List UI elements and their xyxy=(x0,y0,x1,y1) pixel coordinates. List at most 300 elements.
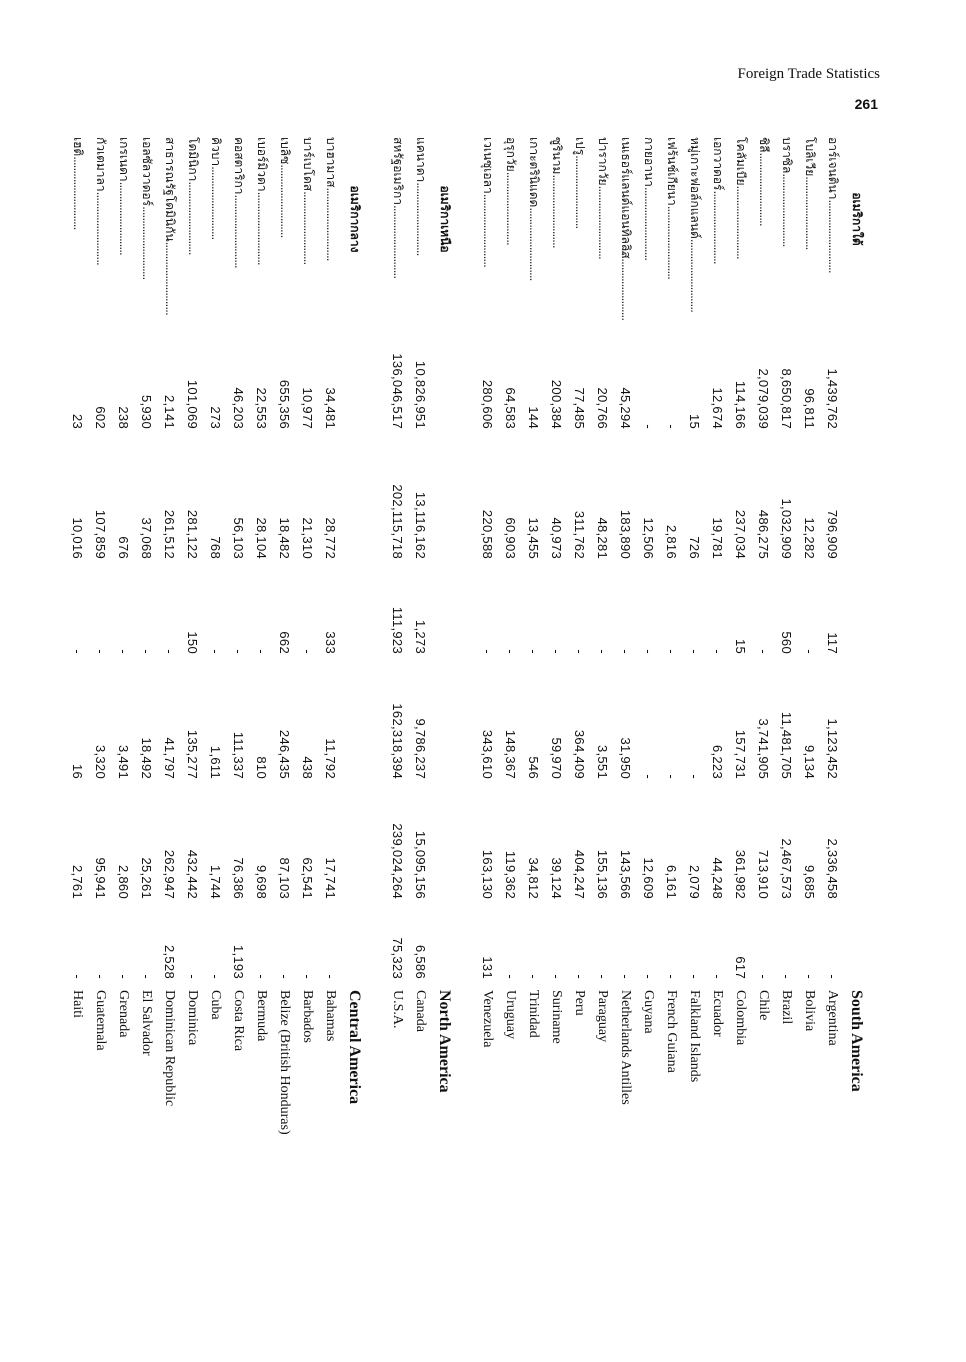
value-cell-col-1: 5,930 xyxy=(139,394,154,429)
value-cell-col-5: 119,362 xyxy=(503,850,518,899)
leader-dots: .......................... xyxy=(186,181,200,255)
table-row xyxy=(296,134,319,1314)
table-viewport xyxy=(70,134,870,1314)
value-cell-col-6: - xyxy=(710,974,725,979)
country-cell-thai xyxy=(112,134,135,304)
country-cell-thai xyxy=(499,134,522,304)
leader-dots: .......................... xyxy=(711,190,725,264)
leader-dots: .......................... xyxy=(232,194,246,268)
country-name-thai: เอกวาดอร์ xyxy=(711,137,725,191)
country-name-thai: เอลซัลวาดอร์ xyxy=(140,137,154,207)
leader-dots: .......................... xyxy=(71,156,85,230)
leader-dots: .......................... xyxy=(117,181,131,255)
value-cell-col-2: 40,973 xyxy=(549,517,564,559)
value-cell-col-5: 44,248 xyxy=(710,857,725,899)
value-cell-col-6: - xyxy=(825,974,840,979)
value-cell-col-3: - xyxy=(572,649,587,654)
value-cell-col-2: 676 xyxy=(116,536,131,559)
value-cell-col-6: - xyxy=(641,974,656,979)
value-cell-col-3: - xyxy=(300,649,315,654)
country-name-english: French Guiana xyxy=(664,990,679,1073)
value-cell-col-3: - xyxy=(802,649,817,654)
country-name-english: Costa Rica xyxy=(231,990,246,1052)
value-cell-col-6: - xyxy=(139,974,154,979)
region-name-thai: อเมริกาใต้ xyxy=(850,192,865,246)
value-cell-col-2: 220,588 xyxy=(480,509,495,559)
value-cell-col-6: 2,528 xyxy=(162,944,177,979)
country-cell-thai xyxy=(204,134,227,304)
country-cell-thai xyxy=(660,134,683,304)
leader-dots: .......................... xyxy=(255,191,269,265)
table-row xyxy=(66,134,89,1314)
country-cell-thai xyxy=(729,134,752,304)
value-cell-col-5: 239,024,264 xyxy=(390,823,405,899)
value-cell-col-1: 8,650,817 xyxy=(779,368,794,429)
country-name-english: Cuba xyxy=(208,990,223,1020)
leader-dots: .......................... xyxy=(481,193,495,267)
value-cell-col-3: - xyxy=(503,649,518,654)
country-name-thai: คิวบา xyxy=(209,137,223,167)
value-cell-col-5: 143,566 xyxy=(618,849,633,899)
value-cell-col-6: 131 xyxy=(480,956,495,979)
value-cell-col-4: - xyxy=(687,774,702,779)
value-cell-col-5: 2,761 xyxy=(70,864,85,899)
country-name-english: Paraguay xyxy=(595,990,610,1043)
country-name-thai: กายอานา xyxy=(642,137,656,187)
table-row xyxy=(112,134,135,1314)
country-name-english: Chile xyxy=(756,990,771,1021)
table-row xyxy=(798,134,821,1314)
value-cell-col-2: 28,104 xyxy=(254,517,269,559)
country-cell-thai xyxy=(568,134,591,304)
value-cell-col-2: 13,455 xyxy=(526,517,541,559)
value-cell-col-1: 1,439,762 xyxy=(825,368,840,429)
country-name-thai: บาฮามาส xyxy=(324,137,338,188)
region-heading-row xyxy=(342,134,368,1314)
value-cell-col-2: 56,103 xyxy=(231,517,246,559)
country-name-thai: เนเธอร์แลนด์แอนทิลลิส xyxy=(619,137,633,259)
value-cell-col-1: 22,553 xyxy=(254,387,269,429)
value-cell-col-3: - xyxy=(549,649,564,654)
country-cell-thai xyxy=(591,134,614,304)
country-cell-thai xyxy=(683,134,706,312)
value-cell-col-3: - xyxy=(93,649,108,654)
table-row xyxy=(499,134,522,1314)
region-spacer xyxy=(432,304,458,982)
table-row xyxy=(660,134,683,1314)
value-cell-col-2: 486,275 xyxy=(756,509,771,559)
country-cell-thai xyxy=(775,134,798,304)
value-cell-col-5: 15,095,156 xyxy=(413,830,428,899)
section-gap xyxy=(368,134,386,1314)
country-name-english: Argentina xyxy=(825,990,840,1046)
value-cell-col-4: 148,367 xyxy=(503,729,518,779)
rotated-table-container xyxy=(70,134,870,1314)
value-cell-col-6: - xyxy=(503,974,518,979)
trade-statistics-table xyxy=(66,134,870,1314)
country-name-thai: เฮติ xyxy=(71,137,85,157)
value-cell-col-4: - xyxy=(641,774,656,779)
country-name-english: Guatemala xyxy=(93,990,108,1051)
value-cell-col-6: - xyxy=(70,974,85,979)
value-cell-col-3: - xyxy=(162,649,177,654)
country-name-english: Bermuda xyxy=(254,990,269,1042)
value-cell-col-5: 432,442 xyxy=(185,849,200,899)
country-name-english: El Salvador xyxy=(139,990,154,1056)
page-number: 261 xyxy=(854,96,878,112)
value-cell-col-1: 136,046,517 xyxy=(390,353,405,429)
value-cell-col-6: - xyxy=(572,974,587,979)
country-name-thai: สหรัฐอเมริกา xyxy=(391,137,405,205)
country-cell-thai xyxy=(273,134,296,304)
leader-dots: .......................... xyxy=(391,204,405,279)
value-cell-col-1: 45,294 xyxy=(618,387,633,429)
value-cell-col-6: - xyxy=(595,974,610,979)
region-spacer xyxy=(844,304,870,982)
country-name-english: Grenada xyxy=(116,990,131,1038)
value-cell-col-5: 2,860 xyxy=(116,864,131,899)
country-cell-thai xyxy=(798,134,821,304)
value-cell-col-4: 810 xyxy=(254,756,269,779)
value-cell-col-4: 3,320 xyxy=(93,744,108,779)
country-name-thai: โบลิเวีย xyxy=(803,137,817,177)
table-row xyxy=(522,134,545,1314)
table-row xyxy=(614,134,637,1314)
country-name-thai: เปรู xyxy=(573,137,587,156)
value-cell-col-2: 10,016 xyxy=(70,517,85,559)
value-cell-col-6: - xyxy=(254,974,269,979)
value-cell-col-3: - xyxy=(254,649,269,654)
value-cell-col-1: 602 xyxy=(93,406,108,429)
country-name-english: Haiti xyxy=(70,990,85,1018)
value-cell-col-2: 12,282 xyxy=(802,517,817,559)
value-cell-col-2: 237,034 xyxy=(733,509,748,559)
value-cell-col-2: 183,890 xyxy=(618,509,633,559)
value-cell-col-2: 37,068 xyxy=(139,517,154,559)
leader-dots: .......................... xyxy=(596,185,610,259)
value-cell-col-1: 273 xyxy=(208,406,223,429)
country-cell-thai xyxy=(181,134,204,304)
value-cell-col-3: - xyxy=(70,649,85,654)
value-cell-col-5: 155,136 xyxy=(595,849,610,899)
country-name-english: Ecuador xyxy=(710,990,725,1037)
region-name-english: South America xyxy=(848,990,866,1092)
value-cell-col-4: 157,731 xyxy=(733,729,748,779)
value-cell-col-6: - xyxy=(323,974,338,979)
value-cell-col-1: 34,481 xyxy=(323,387,338,429)
region-name-english: Central America xyxy=(346,990,364,1105)
value-cell-col-6: - xyxy=(549,974,564,979)
value-cell-col-4: 343,610 xyxy=(480,729,495,779)
value-cell-col-5: 713,910 xyxy=(756,849,771,899)
table-row xyxy=(319,134,342,1314)
country-name-thai: อาร์เจนตินา xyxy=(826,137,840,200)
value-cell-col-6: - xyxy=(687,974,702,979)
value-cell-col-4: 41,797 xyxy=(162,737,177,779)
table-row xyxy=(250,134,273,1314)
value-cell-col-6: 617 xyxy=(733,956,748,979)
value-cell-col-1: 101,069 xyxy=(185,379,200,429)
value-cell-col-6: - xyxy=(526,974,541,979)
value-cell-col-2: 18,482 xyxy=(277,517,292,559)
region-heading-row xyxy=(844,134,870,1314)
region-heading-row xyxy=(432,134,458,1314)
country-cell-thai xyxy=(409,134,432,304)
value-cell-col-4: 18,492 xyxy=(139,737,154,779)
value-cell-col-5: 39,124 xyxy=(549,857,564,899)
value-cell-col-5: 404,247 xyxy=(572,849,587,899)
leader-dots: .......................... xyxy=(803,176,817,250)
value-cell-col-2: 1,032,909 xyxy=(779,498,794,559)
value-cell-col-4: 1,123,452 xyxy=(825,718,840,779)
value-cell-col-5: 62,541 xyxy=(300,857,315,899)
country-cell-thai xyxy=(296,134,319,304)
value-cell-col-6: - xyxy=(277,974,292,979)
leader-dots: .......................... xyxy=(688,238,702,312)
value-cell-col-3: 111,923 xyxy=(390,606,405,654)
country-name-english: Brazil xyxy=(779,990,794,1025)
value-cell-col-6: - xyxy=(300,974,315,979)
leader-dots: .......................... xyxy=(757,152,771,226)
leader-dots: .......................... xyxy=(504,171,518,245)
value-cell-col-5: 34,812 xyxy=(526,857,541,899)
country-cell-thai xyxy=(545,134,568,304)
value-cell-col-3: - xyxy=(208,649,223,654)
value-cell-col-1: 77,485 xyxy=(572,387,587,429)
value-cell-col-5: 9,698 xyxy=(254,864,269,899)
value-cell-col-5: 12,609 xyxy=(641,857,656,899)
country-name-english: Guyana xyxy=(641,990,656,1034)
country-cell-thai xyxy=(227,134,250,304)
value-cell-col-3: - xyxy=(231,649,246,654)
value-cell-col-4: 3,551 xyxy=(595,744,610,779)
value-cell-col-6: - xyxy=(116,974,131,979)
country-name-english: Uruguay xyxy=(503,990,518,1039)
value-cell-col-1: 46,203 xyxy=(231,387,246,429)
table-row xyxy=(683,134,706,1314)
leader-dots: .......................... xyxy=(826,199,840,273)
value-cell-col-3: - xyxy=(756,649,771,654)
value-cell-col-3: - xyxy=(595,649,610,654)
table-row xyxy=(204,134,227,1314)
value-cell-col-6: - xyxy=(802,974,817,979)
country-cell-thai xyxy=(752,134,775,304)
country-name-thai: ชิลี xyxy=(757,137,771,153)
value-cell-col-1: 12,674 xyxy=(710,387,725,429)
value-cell-col-4: 246,435 xyxy=(277,729,292,779)
country-name-thai: บราซิล xyxy=(780,137,794,174)
leader-dots: .......................... xyxy=(527,207,541,281)
value-cell-col-6: - xyxy=(664,974,679,979)
value-cell-col-4: 111,337 xyxy=(231,731,246,779)
country-name-thai: โคลัมเบีย xyxy=(734,137,748,186)
country-name-thai: หมู่เกาะฟอล์กแลนด์ xyxy=(688,137,702,239)
value-cell-col-2: 281,122 xyxy=(185,509,200,559)
table-row xyxy=(476,134,499,1314)
value-cell-col-4: 11,481,705 xyxy=(779,711,794,779)
value-cell-col-1: 2,141 xyxy=(162,394,177,429)
value-cell-col-4: 546 xyxy=(526,756,541,779)
value-cell-col-4: 16 xyxy=(70,763,85,779)
country-cell-thai xyxy=(637,134,660,304)
value-cell-col-2: 28,772 xyxy=(323,517,338,559)
value-cell-col-3: 117 xyxy=(825,632,840,654)
value-cell-col-2: 726 xyxy=(687,536,702,559)
gap-cell xyxy=(458,134,476,1314)
leader-dots: .......................... xyxy=(780,173,794,247)
value-cell-col-3: - xyxy=(526,649,541,654)
value-cell-col-3: 150 xyxy=(185,631,200,654)
country-name-english: Suriname xyxy=(549,990,564,1044)
value-cell-col-1: 280,606 xyxy=(480,379,495,429)
value-cell-col-1: 10,826,951 xyxy=(413,360,428,429)
country-name-english: Barbados xyxy=(300,990,315,1043)
country-name-english: Canada xyxy=(413,990,428,1032)
value-cell-col-3: - xyxy=(618,649,633,654)
country-name-thai: เฟร้นช์เกียนา xyxy=(665,137,679,206)
table-row xyxy=(135,134,158,1314)
region-name-thai: อเมริกากลาง xyxy=(348,185,363,253)
value-cell-col-6: - xyxy=(185,974,200,979)
value-cell-col-4: 9,134 xyxy=(802,744,817,779)
leader-dots: .......................... xyxy=(209,166,223,240)
value-cell-col-4: 3,741,905 xyxy=(756,718,771,779)
value-cell-col-3: 560 xyxy=(779,631,794,654)
country-name-thai: สาธารณรัฐโดมินิกัน xyxy=(163,137,177,242)
leader-dots: .......................... xyxy=(301,191,315,265)
country-cell-thai xyxy=(386,134,409,304)
country-cell-thai xyxy=(706,134,729,304)
value-cell-col-5: 87,103 xyxy=(277,857,292,899)
value-cell-col-3: 1,273 xyxy=(413,619,428,654)
country-cell-thai xyxy=(522,134,545,304)
value-cell-col-4: 9,786,237 xyxy=(413,718,428,779)
country-name-thai: คอสตาริกา xyxy=(232,137,246,195)
value-cell-col-6: 75,323 xyxy=(390,937,405,979)
value-cell-col-1: 2,079,039 xyxy=(756,368,771,429)
value-cell-col-5: 163,130 xyxy=(480,849,495,899)
value-cell-col-1: 238 xyxy=(116,406,131,429)
country-cell-thai xyxy=(821,134,844,304)
table-row xyxy=(545,134,568,1314)
value-cell-col-4: 162,318,394 xyxy=(390,703,405,779)
value-cell-col-6: - xyxy=(756,974,771,979)
value-cell-col-1: - xyxy=(664,424,679,429)
country-cell-thai xyxy=(89,134,112,304)
value-cell-col-5: 2,079 xyxy=(687,864,702,899)
country-cell-thai xyxy=(614,134,637,321)
value-cell-col-1: 23 xyxy=(70,413,85,429)
leader-dots: .......................... xyxy=(94,191,108,265)
value-cell-col-1: 114,166 xyxy=(733,380,748,429)
section-gap xyxy=(458,134,476,1314)
table-row xyxy=(637,134,660,1314)
country-name-thai: เบอร์มิวดา xyxy=(255,137,269,192)
table-row xyxy=(409,134,432,1314)
value-cell-col-3: - xyxy=(710,649,725,654)
value-cell-col-5: 1,744 xyxy=(208,864,223,899)
value-cell-col-2: 107,859 xyxy=(93,509,108,559)
table-row xyxy=(181,134,204,1314)
region-name-english: North America xyxy=(436,990,454,1093)
value-cell-col-2: 311,762 xyxy=(572,510,587,559)
value-cell-col-6: 1,193 xyxy=(231,944,246,979)
value-cell-col-1: 144 xyxy=(526,406,541,429)
value-cell-col-2: 202,115,718 xyxy=(390,484,405,559)
table-row xyxy=(89,134,112,1314)
value-cell-col-5: 9,685 xyxy=(802,864,817,899)
country-name-english: Falkland Islands xyxy=(687,990,702,1083)
value-cell-col-1: 96,811 xyxy=(802,388,817,429)
value-cell-col-6: - xyxy=(779,974,794,979)
country-name-english: Trinidad xyxy=(526,990,541,1038)
value-cell-col-6: - xyxy=(208,974,223,979)
table-row xyxy=(591,134,614,1314)
country-name-english: Bolivia xyxy=(802,990,817,1032)
value-cell-col-4: 6,223 xyxy=(710,744,725,779)
value-cell-col-5: 6,161 xyxy=(664,864,679,899)
value-cell-col-4: - xyxy=(664,774,679,779)
country-name-thai: อุรุกวัย xyxy=(504,137,518,172)
value-cell-col-4: 135,277 xyxy=(185,729,200,779)
value-cell-col-4: 3,491 xyxy=(116,744,131,779)
value-cell-col-3: 15 xyxy=(733,638,748,654)
table-row xyxy=(729,134,752,1314)
leader-dots: .......................... xyxy=(573,155,587,229)
table-row xyxy=(568,134,591,1314)
value-cell-col-2: 796,909 xyxy=(825,509,840,559)
country-name-thai: เกรเนดา xyxy=(117,137,131,182)
value-cell-col-4: 31,950 xyxy=(618,737,633,779)
country-name-english: Belize (British Honduras) xyxy=(277,990,292,1135)
table-body xyxy=(66,134,870,1314)
leader-dots: .......................... xyxy=(619,247,633,321)
value-cell-col-1: - xyxy=(641,424,656,429)
value-cell-col-2: 60,903 xyxy=(503,517,518,559)
leader-dots: .......................... xyxy=(642,186,656,261)
country-name-english: Peru xyxy=(572,990,587,1016)
table-row xyxy=(227,134,250,1314)
gap-cell xyxy=(368,134,386,1314)
country-name-english: Dominica xyxy=(185,990,200,1046)
value-cell-col-1: 200,384 xyxy=(549,379,564,429)
table-row xyxy=(158,134,181,1314)
value-cell-col-5: 76,386 xyxy=(231,857,246,899)
value-cell-col-2: 768 xyxy=(208,536,223,559)
value-cell-col-5: 17,741 xyxy=(323,857,338,899)
country-name-thai: เบลิซ xyxy=(278,137,292,165)
value-cell-col-4: 364,409 xyxy=(572,729,587,779)
value-cell-col-2: 21,310 xyxy=(300,517,315,559)
country-cell-thai xyxy=(250,134,273,304)
value-cell-col-3: - xyxy=(641,649,656,654)
leader-dots: .......................... xyxy=(140,206,154,280)
country-name-english: Bahamas xyxy=(323,990,338,1042)
leader-dots: .......................... xyxy=(665,205,679,279)
leader-dots: .......................... xyxy=(324,187,338,261)
value-cell-col-1: 15 xyxy=(687,413,702,429)
country-cell-thai xyxy=(135,134,158,304)
value-cell-col-3: - xyxy=(687,649,702,654)
country-cell-thai xyxy=(158,134,181,315)
country-cell-thai xyxy=(319,134,342,304)
value-cell-col-2: 13,116,162 xyxy=(413,491,428,559)
leader-dots: .......................... xyxy=(734,185,748,259)
leader-dots: .......................... xyxy=(278,164,292,238)
region-name-thai: อเมริกาเหนือ xyxy=(438,185,453,253)
leader-dots: .......................... xyxy=(163,241,177,315)
country-name-english: Dominican Republic xyxy=(162,990,177,1107)
